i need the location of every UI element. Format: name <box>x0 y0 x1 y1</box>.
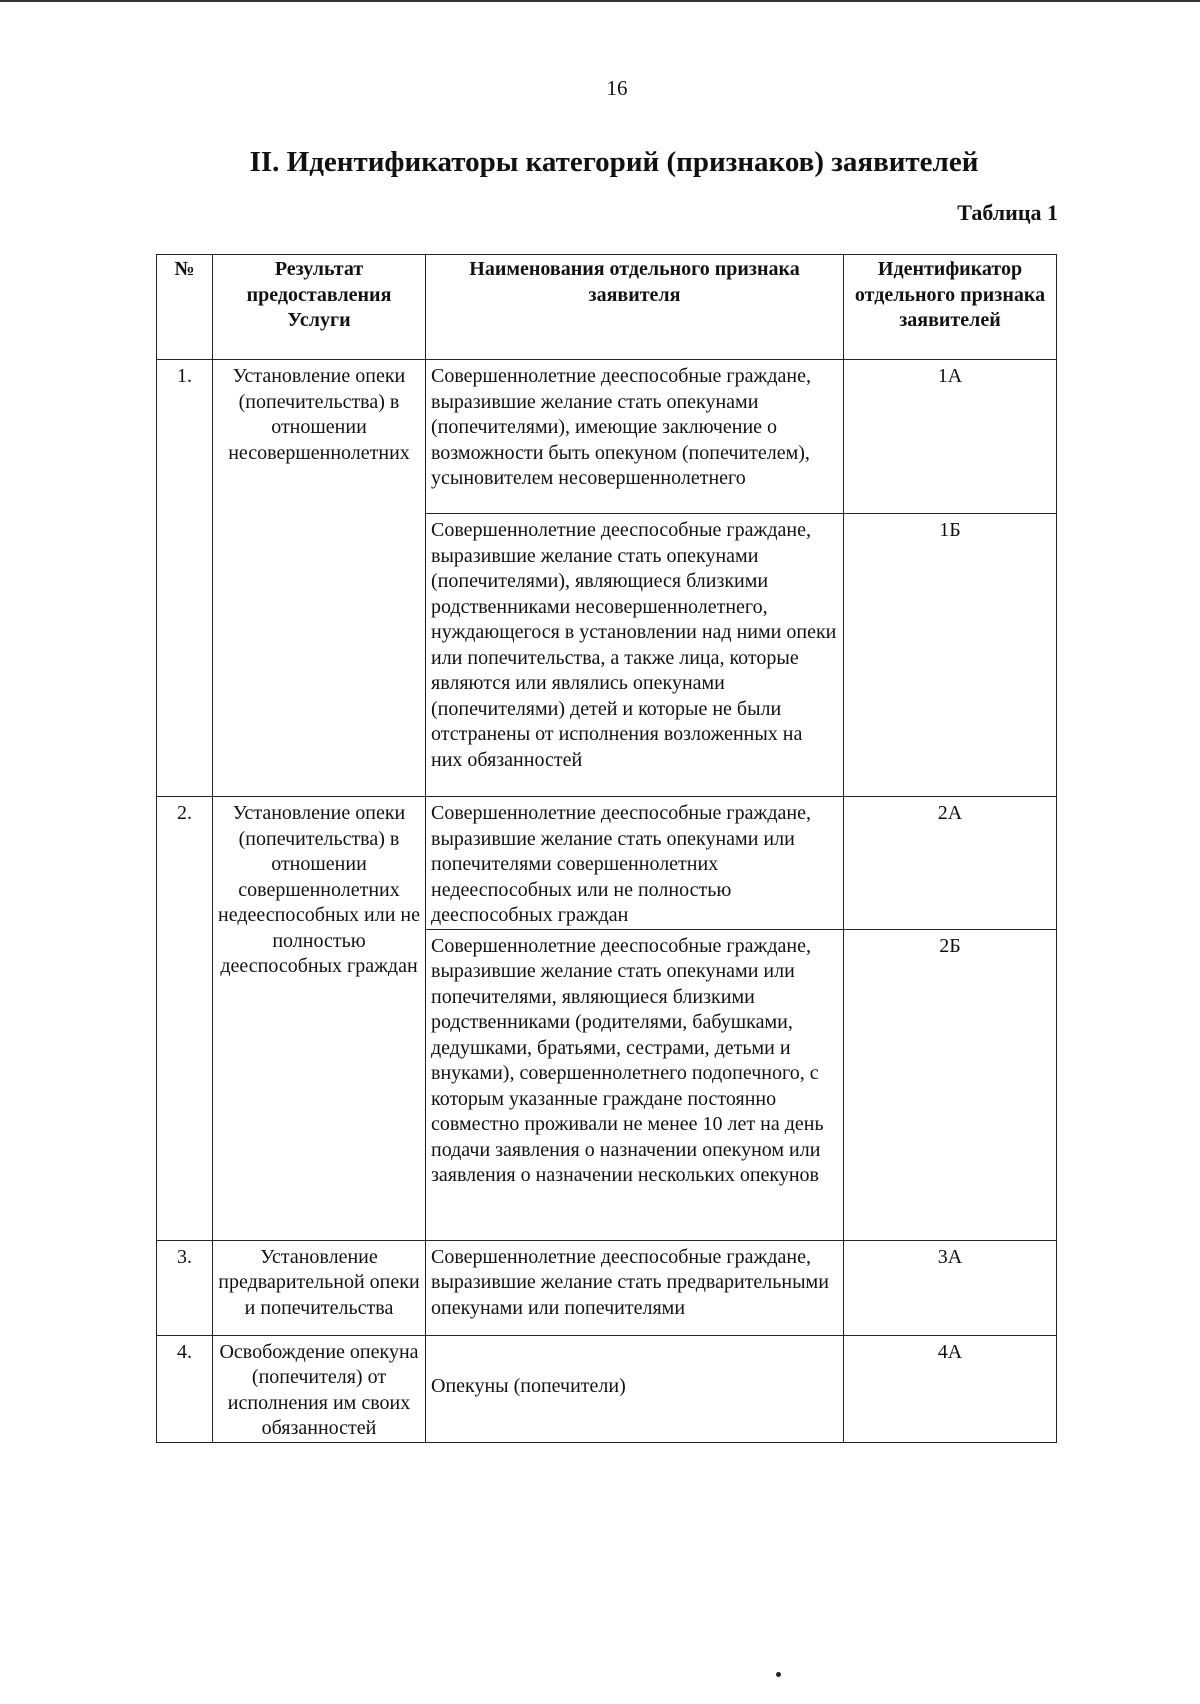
section-title: II. Идентификаторы категорий (признаков) заявителей <box>249 146 979 178</box>
row-name: Совершеннолетние дееспособные граждане, выразившие желание стать опекунами (попечителями), являющиеся близкими родственниками несовершеннолетнего, нуждающегося в установлении над ними опеки или попечительства, а также лица, которые являются или являлись опекунами (попечителями) детей и которые не были отстранены от исполнения возложенных на них обязанностей <box>426 514 844 797</box>
table-header-row <box>157 255 1057 360</box>
row-identifier: 3А <box>844 1240 1057 1335</box>
row-name: Совершеннолетние дееспособные граждане, выразившие желание стать предварительными опекунами или попечителями <box>426 1240 844 1335</box>
row-number: 4. <box>157 1335 213 1442</box>
row-identifier: 1А <box>844 360 1057 514</box>
row-result: Освобождение опекуна (попечителя) от исполнения им своих обязанностей <box>213 1335 426 1442</box>
row-name: Совершеннолетние дееспособные граждане, выразившие желание стать опекунами или попечителями совершеннолетних недееспособных или не полностью дееспособных граждан <box>426 797 844 930</box>
header-result: Результат предоставления Услуги <box>213 255 426 360</box>
row-result: Установление опеки (попечительства) в отношении совершеннолетних недееспособных или не полностью дееспособных граждан <box>213 797 426 1241</box>
row-number: 2. <box>157 797 213 1241</box>
row-identifier: 2Б <box>844 929 1057 1240</box>
page-number: 16 <box>606 76 628 100</box>
row-result: Установление опеки (попечительства) в отношении несовершеннолетних <box>213 360 426 797</box>
row-result: Установление предварительной опеки и попечительства <box>213 1240 426 1335</box>
row-identifier: 4А <box>844 1335 1057 1442</box>
table-row <box>157 1240 1057 1335</box>
table-caption: Таблица 1 <box>957 200 1058 225</box>
header-name: Наименования отдельного признака заявителя <box>426 255 844 360</box>
applicant-categories-table <box>156 254 1057 1443</box>
row-name: Совершеннолетние дееспособные граждане, выразившие желание стать опекунами или попечителями, являющиеся близкими родственниками (родителями, бабушками, дедушками, братьями, сестрами, детьми и внуками), совершеннолетнего подопечного, с которым указанные граждане постоянно совместно проживали не менее 10 лет на день подачи заявления о назначении опекуном или заявления о назначении нескольких опекунов <box>426 929 844 1240</box>
header-identifier: Идентификатор отдельного признака заявителей <box>844 255 1057 360</box>
table-row <box>157 797 1057 930</box>
scan-edge-line <box>0 0 1200 2</box>
header-num: № <box>157 255 213 360</box>
row-identifier: 2А <box>844 797 1057 930</box>
row-identifier: 1Б <box>844 514 1057 797</box>
table-row <box>157 1335 1057 1442</box>
row-name-cell <box>426 1335 844 1442</box>
row-name: Опекуны (попечители) <box>431 1374 626 1397</box>
row-name: Совершеннолетние дееспособные граждане, выразившие желание стать опекунами (попечителями), имеющие заключение о возможности быть опекуном (попечителем), усыновителем несовершеннолетнего <box>426 360 844 514</box>
row-number: 3. <box>157 1240 213 1335</box>
scan-speck <box>776 1672 781 1677</box>
row-number: 1. <box>157 360 213 797</box>
table-row <box>157 360 1057 514</box>
